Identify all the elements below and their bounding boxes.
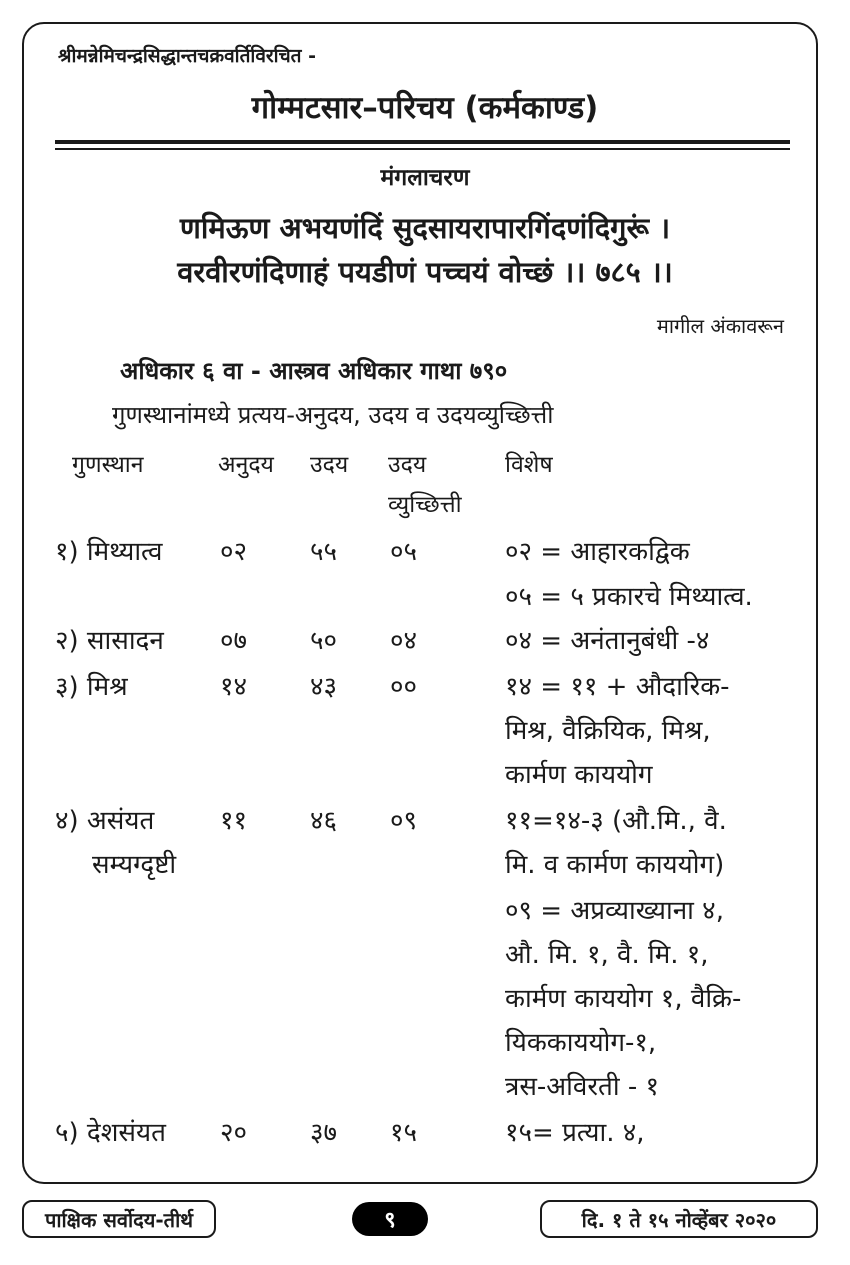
footer-date: दि. १ ते १५ नोव्हेंबर २०२०: [540, 1200, 818, 1238]
row-note: यिककाययोग-१,: [505, 1028, 657, 1058]
row-note: ०९ = अप्रव्याख्याना ४,: [505, 896, 724, 926]
header-stage: गुणस्थान: [72, 452, 144, 478]
header-subtitle: श्रीमन्नेमिचन्द्रसिद्धान्तचक्रवर्तिविरचित -: [58, 45, 316, 67]
header-anudaya: अनुदय: [218, 452, 274, 478]
row-stage-continued: सम्यग्दृष्टी: [92, 850, 177, 880]
page-title: गोम्मटसार–परिचय (कर्मकाण्ड): [251, 90, 599, 126]
row-note: मि. व कार्मण काययोग): [505, 850, 725, 880]
section-subheading: गुणस्थानांमध्ये प्रत्यय-अनुदय, उदय व उदयव्युच्छित्ती: [112, 401, 554, 429]
row-udaya: ४३: [310, 672, 338, 702]
row-udaya: ३७: [310, 1118, 338, 1148]
verse-line-1: णमिऊण अभयणंदिं सुदसायरापारगिंदणंदिगुरूं ।: [179, 211, 671, 245]
row-vyuchhitti: ०४: [390, 626, 418, 656]
header-udaya-vyuchhitti: उदय: [388, 452, 427, 478]
row-note: मिश्र, वैक्रियिक, मिश्र,: [505, 716, 711, 746]
header-udaya: उदय: [310, 452, 349, 478]
row-anudaya: ११: [220, 806, 248, 836]
invocation-heading: मंगलाचरण: [380, 165, 470, 191]
row-vyuchhitti: ०९: [390, 806, 418, 836]
row-note: त्रस-अविरती - १: [505, 1072, 659, 1102]
footer-publication: पाक्षिक सर्वोदय-तीर्थ: [22, 1200, 216, 1238]
row-note: ०५ = ५ प्रकारचे मिथ्यात्व.: [505, 582, 753, 612]
header-notes: विशेष: [505, 452, 553, 478]
footer-page-number: ९: [352, 1202, 428, 1236]
continued-note: मागील अंकावरून: [656, 314, 784, 338]
row-stage: २) सासादन: [55, 626, 164, 656]
row-anudaya: ०२: [220, 537, 248, 567]
row-note: औ. मि. १, वै. मि. १,: [505, 940, 709, 970]
row-note: ०४ = अनंतानुबंधी -४: [505, 626, 710, 656]
row-stage: ५) देशसंयत: [55, 1118, 166, 1148]
row-stage: ४) असंयत: [55, 806, 155, 836]
row-note: १५= प्रत्या. ४,: [505, 1118, 645, 1148]
row-stage: १) मिथ्यात्व: [55, 537, 163, 567]
row-stage: ३) मिश्र: [55, 672, 128, 702]
title-rule-thick: [55, 140, 790, 144]
title-rule-thin: [55, 148, 790, 150]
row-anudaya: १४: [220, 672, 248, 702]
row-note: ११=१४-३ (औ.मि., वै.: [505, 806, 727, 836]
verse-line-2: वरवीरणंदिणाहं पयडीणं पच्चयं वोच्छं ।। ७८५ ।।: [177, 255, 673, 289]
row-udaya: ४६: [310, 806, 338, 836]
section-heading: अधिकार ६ वा - आस्त्रव अधिकार गाथा ७९०: [120, 357, 508, 385]
row-note: १४ = ११ + औदारिक-: [505, 672, 730, 702]
row-anudaya: २०: [220, 1118, 248, 1148]
row-vyuchhitti: ०५: [390, 537, 418, 567]
row-note: ०२ = आहारकद्विक: [505, 537, 690, 567]
header-udaya-vyuchhitti-2: व्युच्छित्ती: [388, 492, 462, 518]
row-vyuchhitti: १५: [390, 1118, 418, 1148]
row-vyuchhitti: ००: [390, 672, 418, 702]
row-udaya: ५५: [310, 537, 338, 567]
row-anudaya: ०७: [220, 626, 248, 656]
row-note: कार्मण काययोग: [505, 760, 653, 790]
row-note: कार्मण काययोग १, वैक्रि-: [505, 984, 742, 1014]
row-udaya: ५०: [310, 626, 338, 656]
